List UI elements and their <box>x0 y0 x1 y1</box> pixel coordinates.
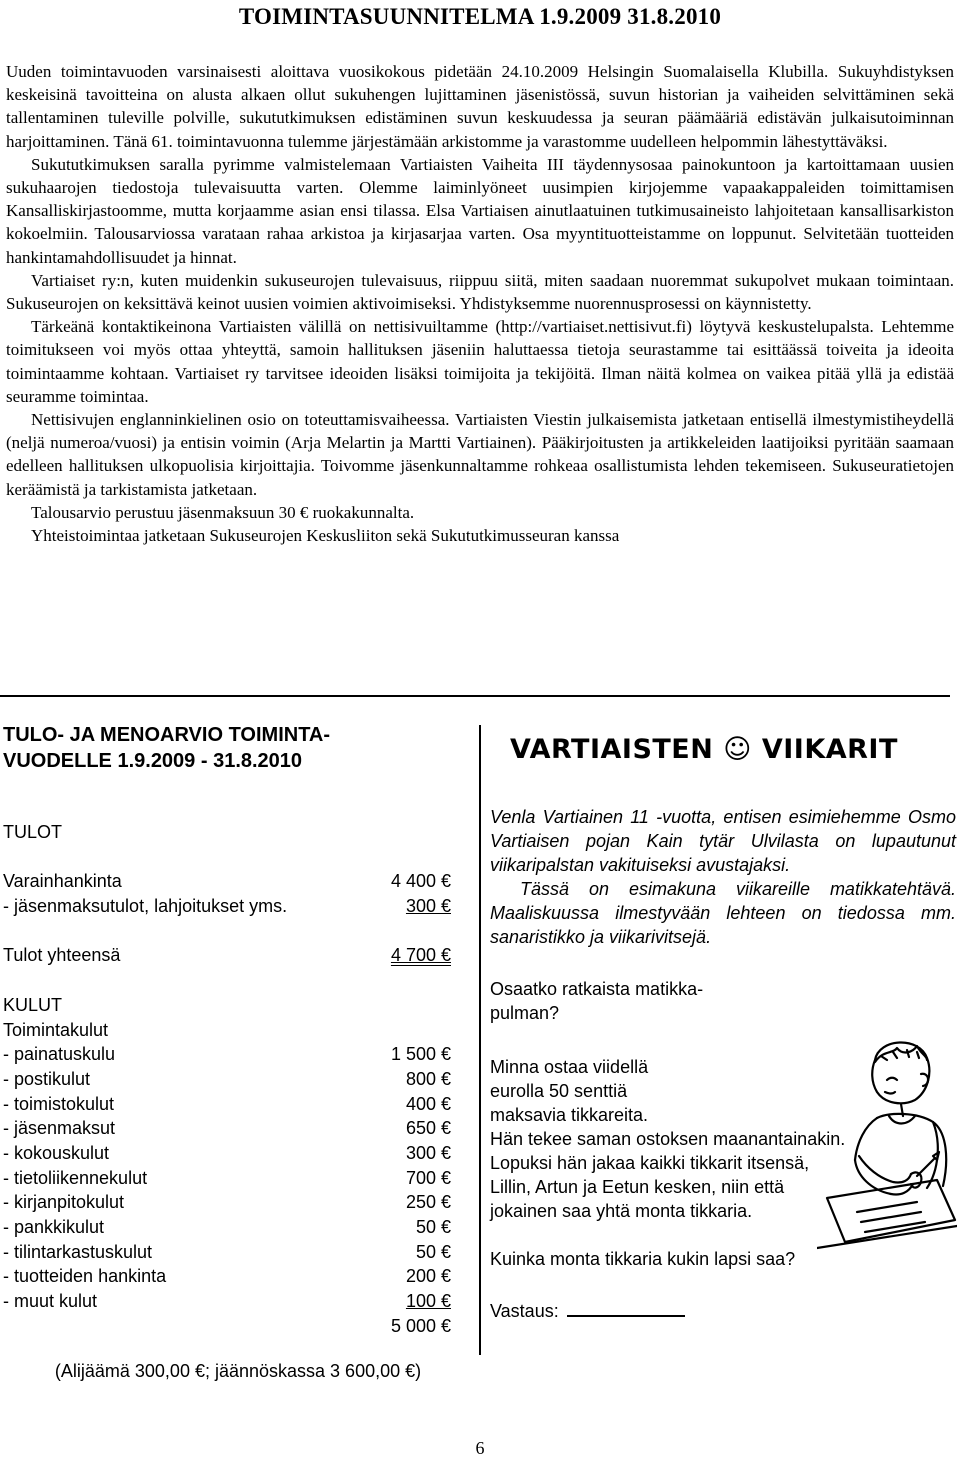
puzzle-story: jokainen saa yhtä monta tikkaria. <box>490 1201 753 1221</box>
expense-total-row: 5 000 € <box>390 1315 451 1336</box>
puzzle-story: eurolla 50 senttiä <box>490 1081 628 1101</box>
intro-text <box>6 60 954 547</box>
puzzle-story: Lopuksi hän jakaa kaikki tikkarit itsensä, <box>490 1153 810 1173</box>
kids-corner-title: VARTIAISTEN ☺ VIIKARIT <box>510 734 898 765</box>
puzzle-story: maksavia tikkareita. <box>490 1105 649 1125</box>
expense-row: - kokouskulut 300 € <box>3 1142 451 1163</box>
expense-row: - toimistokulut 400 € <box>3 1093 451 1114</box>
page-number: 6 <box>475 1438 485 1458</box>
puzzle-story: Minna ostaa viidellä <box>490 1057 649 1077</box>
column-divider <box>479 725 481 1355</box>
budget-title: TULO- JA MENOARVIO TOIMINTA- VUODELLE 1.9.2009 - 31.8.2010 <box>3 724 331 772</box>
kids-corner <box>490 728 956 1323</box>
intro-paragraph-1: Uuden toimintavuoden varsinaisesti aloittava vuosikokous pidetään 24.10.2009 Helsingin Suomalaisella Klubilla. Sukuyhdistyksen keskeisinä tavoitteina on alusta alkaen ollut sukuhengen lujittaminen jäsenistössä, suvun historian ja vaiheiden selvittäminen sekä tallentaminen tuleville polville, sukututkimuksen edistäminen suvun keskuudessa ja seuran päämääriä edistävän julkaisutoiminnan harjoittaminen. Tänä 61. toimintavuonna tulemme järjestämään arkistomme ja varastomme uudelleen helpommin lähestyttäväksi. <box>6 62 954 151</box>
expense-row: - painatuskulu 1 500 € <box>3 1044 451 1065</box>
expense-row: - muut kulut 100 € <box>3 1291 451 1312</box>
kids-intro <box>490 805 956 949</box>
puzzle-story: Hän tekee saman ostoksen maanantainakin. <box>490 1129 846 1149</box>
puzzle-prompt: Osaatko ratkaista matikka- <box>490 979 704 999</box>
intro-paragraph-2: Sukututkimuksen saralla pyrimme valmistelemaan Vartiaisten Vaiheita III täydennysosaa painokuntoon ja kartoittamaan uusien sukuhaarojen tiedostoja tulevaisuutta varten. Olemme laiminlyöneet uusimpien kirjojemme vapaakappaleiden toimittamisen Kansalliskirjastoomme, mutta korjaamme asian ensi tilassa. Elsa Vartiaisen ainutlaatuinen tutkimusaineisto lahjoitetaan kansallisarkiston kokoelmiin. Talousarviossa varataan rahaa arkistoa ja kirjasarjaa varten. Osa myyntituotteistamme on loppunut. Selvitetään tuotteiden hankintamahdollisuudet ja hinnat. <box>6 154 954 267</box>
expense-row: - jäsenmaksut 650 € <box>3 1118 451 1139</box>
smiley-icon: ☺ <box>723 734 752 765</box>
expense-row: - kirjanpitokulut 250 € <box>3 1192 451 1213</box>
income-row: - jäsenmaksutulot, lahjoitukset yms. 300 € <box>3 896 451 917</box>
puzzle-question: Kuinka monta tikkaria kukin lapsi saa? <box>490 1249 796 1269</box>
answer-row <box>490 1299 956 1323</box>
puzzle-story: Lillin, Artun ja Eetun kesken, niin että <box>490 1177 785 1197</box>
expense-row: - pankkikulut 50 € <box>3 1217 451 1237</box>
puzzle-prompt: pulman? <box>490 1003 560 1023</box>
expense-row: - postikulut 800 € <box>3 1068 451 1089</box>
intro-paragraph-3: Vartiaiset ry:n, kuten muidenkin sukuseurojen tulevaisuus, riippuu siitä, miten saadaan nuoremmat sukupolvet mukaan toimintaan. Sukuseurojen on keksittävä keinot uusien voimien aktivoimiseksi. Yhdistyksemme nuorennusprosessi on käynnistetty. <box>6 270 954 314</box>
intro-paragraph-6: Talousarvio perustuu jäsenmaksuun 30 € ruokakunnalta. <box>31 502 415 522</box>
kids-intro-paragraph-2: Tässä on esimakuna viikareille matikkatehtävä. Maaliskuussa ilmestyvään lehteen on tiedossa mm. sanaristikko ja viikarivitsejä. <box>490 879 956 947</box>
expense-row: - tietoliikennekulut 700 € <box>3 1167 451 1188</box>
deficit-note: (Alijäämä 300,00 €; jäännöskassa 3 600,00 €) <box>54 1361 422 1381</box>
child-writing-illustration <box>817 1030 957 1258</box>
section-divider <box>0 695 950 697</box>
document-title: TOIMINTASUUNNITELMA 1.9.2009 31.8.2010 <box>238 4 722 29</box>
income-total-row: Tulot yhteensä 4 700 € <box>3 945 451 966</box>
expense-subheader: Toimintakulut <box>3 1019 109 1040</box>
kids-intro-paragraph-1: Venla Vartiainen 11 -vuotta, entisen esimiehemme Osmo Vartiaisen pojan Kain tytär Ulvilasta on lupautunut viikaripalstan vakituiseksi avustajaksi. <box>490 807 956 875</box>
expense-header: KULUT <box>3 994 63 1015</box>
budget-section <box>3 722 463 1381</box>
answer-blank-line <box>567 1299 685 1317</box>
intro-paragraph-5: Nettisivujen englanninkielinen osio on toteuttamisvaiheessa. Vartiaisten Viestin julkaisemista jatketaan entisellä ilmestymistiheydellä (neljä numeroa/vuosi) ja entisin voimin (Arja Melartin ja Martti Vartiainen). Pääkirjoitusten ja artikkeleiden laatijoiksi pyritään saamaan edelleen hallituksen ulkopuolisia kirjoittajia. Toivomme jäsenkunnaltamme rohkeaa osallistumista lehden tekemiseen. Sukuseuratietojen keräämistä ja tarkistamista jatketaan. <box>6 410 954 499</box>
expense-row: - tuotteiden hankinta 200 € <box>3 1266 451 1287</box>
answer-label: Vastaus: <box>490 1301 559 1321</box>
income-header: TULOT <box>3 822 63 842</box>
expense-row: - tilintarkastuskulut 50 € <box>3 1241 451 1262</box>
intro-paragraph-7: Yhteistoimintaa jatketaan Sukuseurojen Keskusliiton sekä Sukututkimusseuran kanssa <box>31 526 620 546</box>
intro-paragraph-4: Tärkeänä kontaktikeinona Vartiaisten välillä on nettisivuiltamme (http://vartiaiset.nettisivut.fi) löytyvä keskustelupalsta. Lehtemme toimitukseen voi myös ottaa yhteyttä, samoin hallituksen jäseniin haluttaessa tietoja seurastamme tai esittäässä toiveita ja ideoita toimintaamme kohtaan. Vartiaiset ry tarvitsee ideoiden lisäksi toimijoita ja tekijöitä. Ilman näitä kolmea on vaikea pitää yllä ja edistää seuramme toimintaa. <box>6 317 954 406</box>
income-row: Varainhankinta 4 400 € <box>3 871 451 892</box>
